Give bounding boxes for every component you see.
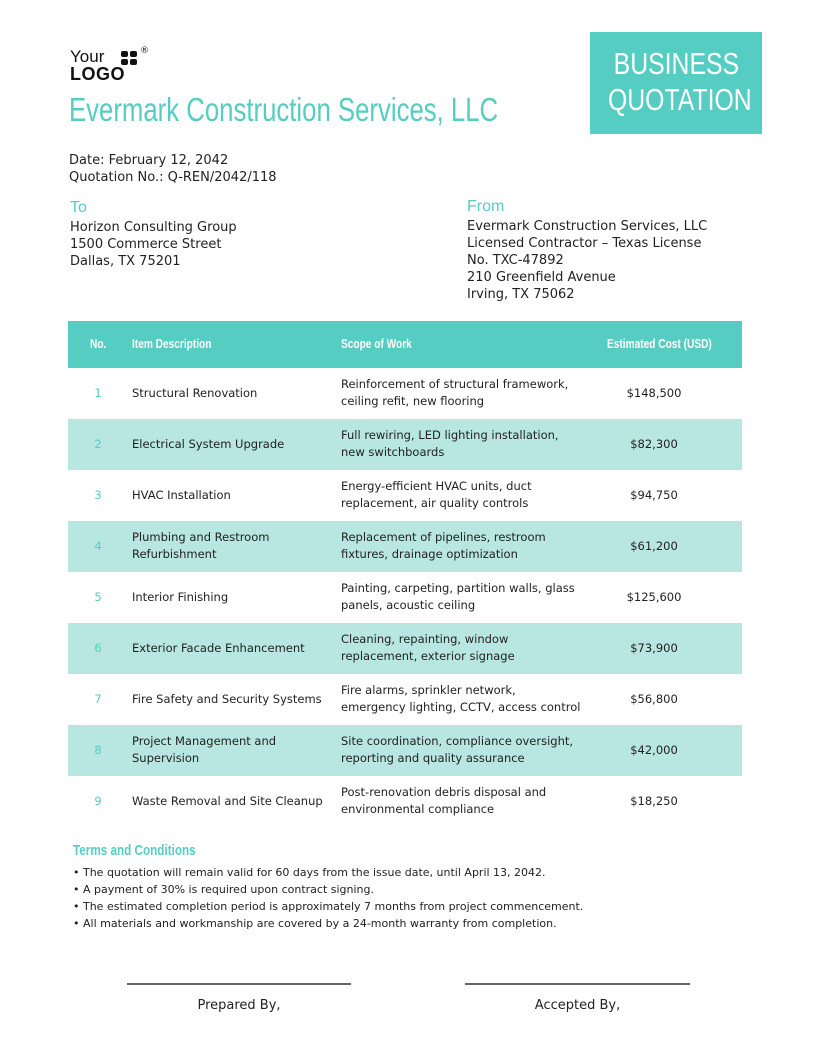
sender-address bbox=[467, 218, 707, 303]
scope-of-work bbox=[341, 478, 581, 512]
terms-item: • A payment of 30% is required upon contract signing. bbox=[73, 883, 375, 896]
scope-of-work-line: Energy-efficient HVAC units, duct bbox=[341, 479, 532, 493]
scope-of-work-line: panels, acoustic ceiling bbox=[341, 598, 476, 612]
row-number: 7 bbox=[94, 692, 102, 706]
item-description-line: HVAC Installation bbox=[132, 488, 231, 502]
row-number: 3 bbox=[94, 488, 102, 502]
scope-of-work-line: emergency lighting, CCTV, access control bbox=[341, 700, 581, 714]
scope-of-work-line: Fire alarms, sprinkler network, bbox=[341, 683, 516, 697]
item-description bbox=[132, 640, 332, 657]
estimated-cost: $42,000 bbox=[630, 743, 678, 757]
logo-line-1: Your bbox=[70, 47, 105, 66]
row-number: 8 bbox=[94, 743, 102, 757]
company-logo bbox=[70, 48, 160, 84]
item-description-line: Plumbing and Restroom bbox=[132, 530, 270, 544]
prepared-by-label: Prepared By, bbox=[197, 998, 281, 1013]
header-no: No. bbox=[90, 336, 107, 351]
document-type-banner bbox=[590, 32, 762, 134]
scope-of-work bbox=[341, 784, 581, 818]
sender-line: Evermark Construction Services, LLC bbox=[467, 219, 708, 234]
scope-of-work-line: ceiling refit, new flooring bbox=[341, 394, 485, 408]
table-row bbox=[68, 776, 742, 827]
recipient-line: Horizon Consulting Group bbox=[70, 220, 237, 235]
item-description-line: Project Management and bbox=[132, 734, 277, 748]
scope-of-work-line: environmental compliance bbox=[341, 802, 495, 816]
accepted-by-label: Accepted By, bbox=[534, 998, 621, 1013]
scope-of-work bbox=[341, 427, 581, 461]
item-description-line: Electrical System Upgrade bbox=[132, 437, 285, 451]
to-label: To bbox=[70, 199, 87, 216]
registered-mark: ® bbox=[140, 46, 149, 56]
scope-of-work-line: replacement, air quality controls bbox=[341, 496, 529, 510]
item-description bbox=[132, 529, 332, 563]
table-row bbox=[68, 674, 742, 725]
terms-item: • All materials and workmanship are covered by a 24-month warranty from completion. bbox=[73, 917, 557, 930]
logo-clover-icon bbox=[121, 51, 137, 65]
table-row bbox=[68, 572, 742, 623]
company-title: Evermark Construction Services, LLC bbox=[69, 91, 499, 128]
scope-of-work-line: Painting, carpeting, partition walls, glass bbox=[341, 581, 575, 595]
item-description-line: Exterior Facade Enhancement bbox=[132, 641, 305, 655]
table-header bbox=[68, 321, 742, 368]
estimated-cost: $148,500 bbox=[626, 386, 682, 400]
row-number: 5 bbox=[94, 590, 102, 604]
item-description bbox=[132, 436, 332, 453]
estimated-cost: $18,250 bbox=[630, 794, 678, 808]
item-description-line: Refurbishment bbox=[132, 547, 217, 561]
table-row bbox=[68, 470, 742, 521]
terms-item: • The quotation will remain valid for 60 days from the issue date, until April 13, 2042. bbox=[73, 866, 546, 879]
item-description bbox=[132, 487, 332, 504]
item-description-line: Supervision bbox=[132, 751, 200, 765]
scope-of-work-line: replacement, exterior signage bbox=[341, 649, 515, 663]
scope-of-work-line: new switchboards bbox=[341, 445, 445, 459]
table-row bbox=[68, 725, 742, 776]
table-row bbox=[68, 419, 742, 470]
estimated-cost: $56,800 bbox=[630, 692, 678, 706]
header-item-description: Item Description bbox=[132, 336, 212, 351]
table-row bbox=[68, 623, 742, 674]
row-number: 2 bbox=[94, 437, 102, 451]
item-description-line: Waste Removal and Site Cleanup bbox=[132, 794, 323, 808]
scope-of-work-line: Replacement of pipelines, restroom bbox=[341, 530, 546, 544]
recipient-line: 1500 Commerce Street bbox=[70, 237, 222, 252]
prepared-by-signature-line bbox=[127, 983, 351, 985]
scope-of-work bbox=[341, 631, 581, 665]
item-description bbox=[132, 793, 332, 810]
scope-of-work-line: fixtures, drainage optimization bbox=[341, 547, 518, 561]
header-scope-of-work: Scope of Work bbox=[341, 336, 412, 351]
recipient-address bbox=[70, 219, 237, 270]
item-description bbox=[132, 691, 332, 708]
accepted-by-signature-line bbox=[465, 983, 690, 985]
scope-of-work bbox=[341, 376, 581, 410]
row-number: 9 bbox=[94, 794, 102, 808]
table-row bbox=[68, 521, 742, 572]
scope-of-work-line: Full rewiring, LED lighting installation, bbox=[341, 428, 559, 442]
item-description bbox=[132, 589, 332, 606]
quotation-date: Date: February 12, 2042 bbox=[69, 153, 229, 168]
header-estimated-cost: Estimated Cost (USD) bbox=[607, 336, 712, 351]
scope-of-work-line: Reinforcement of structural framework, bbox=[341, 377, 569, 391]
banner-line-2: QUOTATION bbox=[607, 82, 752, 117]
estimated-cost: $82,300 bbox=[630, 437, 678, 451]
terms-list bbox=[73, 864, 583, 932]
sender-line: No. TXC-47892 bbox=[467, 253, 564, 268]
terms-item: • The estimated completion period is approximately 7 months from project commencement. bbox=[73, 900, 584, 913]
item-description bbox=[132, 733, 332, 767]
table-row bbox=[68, 368, 742, 419]
sender-line: 210 Greenfield Avenue bbox=[467, 270, 616, 285]
from-label: From bbox=[467, 198, 505, 215]
recipient-line: Dallas, TX 75201 bbox=[70, 254, 181, 269]
logo-line-2: LOGO bbox=[70, 64, 125, 84]
estimated-cost: $125,600 bbox=[626, 590, 682, 604]
banner-line-1: BUSINESS bbox=[613, 46, 739, 81]
quotation-number: Quotation No.: Q-REN/2042/118 bbox=[69, 170, 277, 185]
sender-line: Licensed Contractor – Texas License bbox=[467, 236, 702, 251]
estimated-cost: $73,900 bbox=[630, 641, 678, 655]
sender-line: Irving, TX 75062 bbox=[467, 287, 575, 302]
scope-of-work bbox=[341, 580, 581, 614]
scope-of-work bbox=[341, 529, 581, 563]
row-number: 4 bbox=[94, 539, 102, 553]
scope-of-work-line: Post-renovation debris disposal and bbox=[341, 785, 547, 799]
terms-title: Terms and Conditions bbox=[73, 842, 196, 859]
scope-of-work bbox=[341, 682, 581, 716]
scope-of-work bbox=[341, 733, 581, 767]
scope-of-work-line: Cleaning, repainting, window bbox=[341, 632, 509, 646]
item-description-line: Interior Finishing bbox=[132, 590, 229, 604]
item-description-line: Structural Renovation bbox=[132, 386, 258, 400]
item-description-line: Fire Safety and Security Systems bbox=[132, 692, 322, 706]
scope-of-work-line: Site coordination, compliance oversight, bbox=[341, 734, 574, 748]
estimated-cost: $61,200 bbox=[630, 539, 678, 553]
row-number: 1 bbox=[94, 386, 102, 400]
item-description bbox=[132, 385, 332, 402]
estimated-cost: $94,750 bbox=[630, 488, 678, 502]
row-number: 6 bbox=[94, 641, 102, 655]
scope-of-work-line: reporting and quality assurance bbox=[341, 751, 525, 765]
